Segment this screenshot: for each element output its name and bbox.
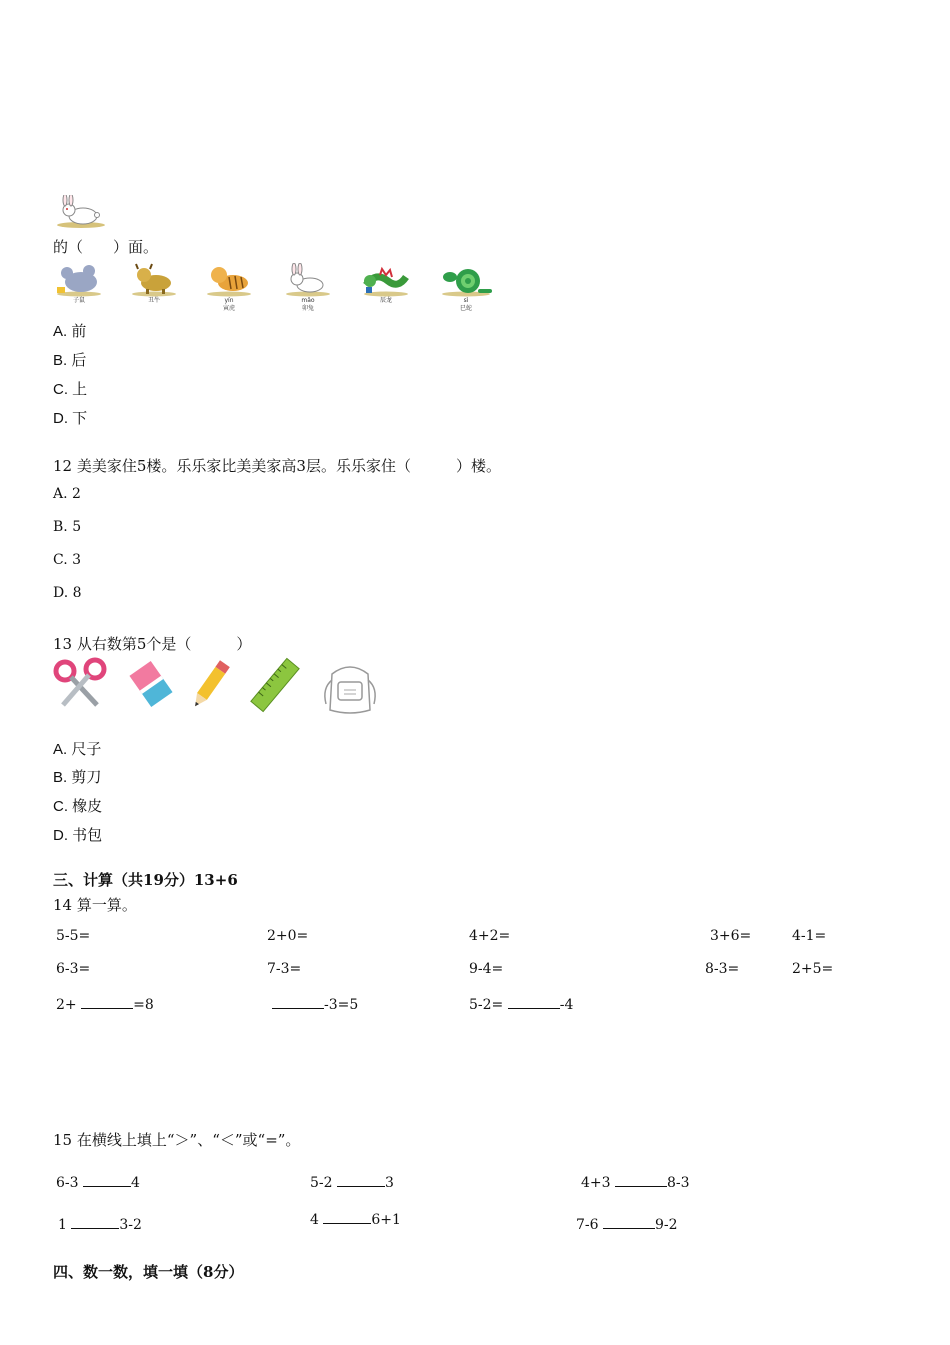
- q13-option-a[interactable]: A. 尺子: [53, 741, 102, 758]
- q15-stem: 15 在横线上填上“＞”、“＜”或“=”。: [53, 1131, 301, 1149]
- q15-r2-c2: [310, 1209, 401, 1228]
- q15-r1-c3: [581, 1172, 690, 1191]
- q15-r2-c2-left: 4: [310, 1212, 324, 1228]
- pencil-icon: [188, 657, 232, 713]
- q13-option-d[interactable]: D. 书包: [53, 827, 103, 844]
- schoolbag-icon: [318, 660, 382, 716]
- ruler-icon: [250, 657, 300, 713]
- ox-icon: [128, 263, 180, 297]
- q14-r3-c1-pre: 2+: [56, 997, 82, 1013]
- q15-r1-c3-left: 4+3: [581, 1175, 615, 1191]
- answer-blank[interactable]: [272, 994, 324, 1009]
- q13-item-scissors: [53, 657, 111, 711]
- section-3-title: 三、计算（共19分）13+6: [53, 871, 238, 889]
- tiger-icon: [203, 263, 255, 297]
- zodiac-label: 子鼠: [72, 297, 85, 304]
- zodiac-label: 卯兔: [301, 305, 314, 312]
- answer-blank[interactable]: [323, 1209, 371, 1224]
- q13-option-b[interactable]: B. 剪刀: [53, 769, 102, 786]
- zodiac-item-ox: [128, 263, 180, 305]
- snake-icon: [438, 263, 494, 297]
- zodiac-item-rabbit: [282, 263, 334, 313]
- q14-stem: 14 算一算。: [53, 896, 137, 914]
- eraser-icon: [128, 657, 174, 711]
- q15-r2-c1-left: 1: [58, 1217, 72, 1233]
- answer-blank[interactable]: [603, 1214, 655, 1229]
- q13-option-c[interactable]: C. 橡皮: [53, 798, 103, 815]
- q11-option-a[interactable]: A. 前: [53, 323, 87, 340]
- q14-r2-c2: 7-3=: [267, 961, 302, 977]
- q14-r3-c3-post: -4: [559, 997, 574, 1013]
- q14-r3-c1: [56, 994, 154, 1013]
- q14-r1-c5: 4-1=: [792, 928, 827, 944]
- q15-r2-c1: [58, 1214, 142, 1233]
- q11-option-c[interactable]: C. 上: [53, 381, 88, 398]
- zodiac-label: 巳蛇: [459, 305, 472, 312]
- rabbit-icon: [282, 263, 334, 297]
- answer-blank[interactable]: [71, 1214, 119, 1229]
- q12-option-a[interactable]: A. 2: [53, 486, 81, 502]
- q14-r2-c3: 9-4=: [469, 961, 504, 977]
- q12-option-d[interactable]: D. 8: [53, 585, 82, 601]
- q15-r1-c1-left: 6-3: [56, 1175, 83, 1191]
- q13-item-schoolbag: [318, 660, 382, 716]
- q15-r2-c3-left: 7-6: [576, 1217, 603, 1233]
- answer-blank[interactable]: [81, 994, 133, 1009]
- q15-r1-c2-right: 3: [385, 1175, 394, 1191]
- q14-r3-c2: [272, 994, 358, 1013]
- q14-r2-c4: 8-3=: [705, 961, 740, 977]
- zodiac-item-tiger: [203, 263, 255, 313]
- zodiac-item-dragon: [360, 263, 412, 305]
- q14-r1-c3: 4+2=: [469, 928, 511, 944]
- q15-r1-c2-left: 5-2: [310, 1175, 337, 1191]
- q15-r2-c2-right: 6+1: [371, 1212, 401, 1228]
- q14-r2-c1: 6-3=: [56, 961, 91, 977]
- q13-item-eraser: [128, 657, 174, 711]
- q11-option-b[interactable]: B. 后: [53, 352, 87, 369]
- scissors-icon: [53, 657, 111, 711]
- zodiac-label: 辰龙: [379, 297, 392, 304]
- q14-r3-c1-post: =8: [133, 997, 154, 1013]
- q13-stem: 13 从右数第5个是（ ）: [53, 635, 252, 653]
- q13-item-pencil: [188, 657, 232, 713]
- q14-r3-c3: [469, 994, 573, 1013]
- q15-r2-c1-right: 3-2: [119, 1217, 142, 1233]
- q15-r1-c2: [310, 1172, 394, 1191]
- section-4-title: 四、数一数，填一填（8分）: [53, 1263, 244, 1281]
- q14-r1-c4: 3+6=: [710, 928, 752, 944]
- q12-option-b[interactable]: B. 5: [53, 519, 82, 535]
- q11-stem-tail: 的（ ）面。: [53, 239, 159, 256]
- zodiac-pinyin: sì: [463, 297, 469, 304]
- q12-stem: 12 美美家住5楼。乐乐家比美美家高3层。乐乐家住（ ）楼。: [53, 457, 501, 475]
- q13-item-ruler: [250, 657, 300, 713]
- zodiac-label: 寅虎: [222, 305, 235, 312]
- answer-blank[interactable]: [83, 1172, 131, 1187]
- q14-r2-c5: 2+5=: [792, 961, 834, 977]
- q15-r2-c3: [576, 1214, 678, 1233]
- q11-option-d[interactable]: D. 下: [53, 410, 88, 427]
- zodiac-item-snake: [438, 263, 494, 313]
- q12-option-c[interactable]: C. 3: [53, 552, 82, 568]
- q14-r3-c2-post: -3=5: [324, 997, 359, 1013]
- q15-r1-c3-right: 8-3: [667, 1175, 690, 1191]
- rabbit-icon: [53, 195, 109, 229]
- answer-blank[interactable]: [337, 1172, 385, 1187]
- rabbit-picture: [53, 195, 109, 229]
- q14-r1-c1: 5-5=: [56, 928, 91, 944]
- rat-icon: [53, 263, 105, 297]
- answer-blank[interactable]: [508, 994, 560, 1009]
- q14-r1-c2: 2+0=: [267, 928, 309, 944]
- q14-r3-c3-pre: 5-2=: [469, 997, 508, 1013]
- answer-blank[interactable]: [615, 1172, 667, 1187]
- q15-r1-c1-right: 4: [131, 1175, 140, 1191]
- zodiac-item-rat: [53, 263, 105, 305]
- zodiac-pinyin: mǎo: [301, 297, 315, 304]
- q15-r1-c1: [56, 1172, 140, 1191]
- dragon-icon: [360, 263, 412, 297]
- q15-r2-c3-right: 9-2: [655, 1217, 678, 1233]
- zodiac-pinyin: yín: [224, 297, 234, 304]
- zodiac-label: 丑牛: [147, 297, 160, 304]
